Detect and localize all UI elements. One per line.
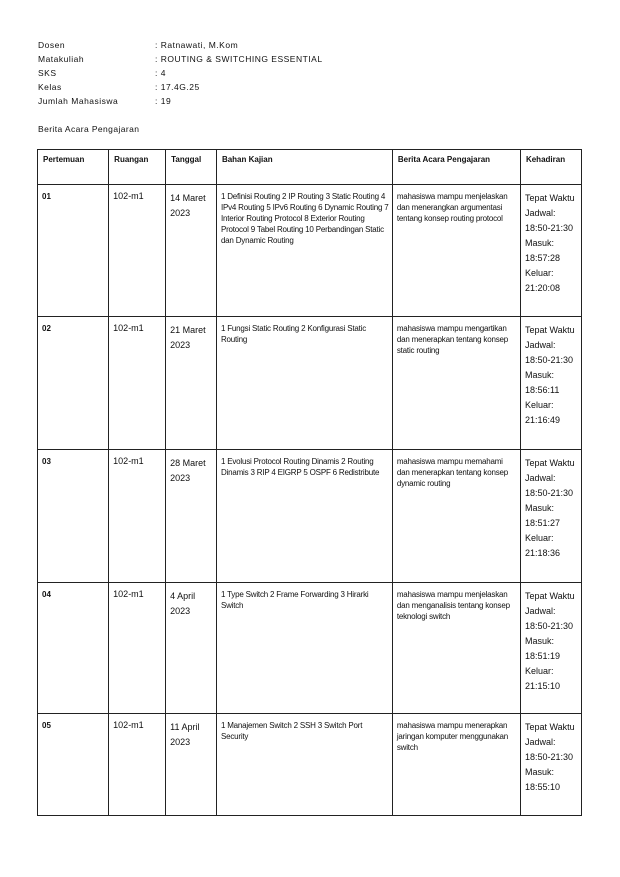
info-label: SKS bbox=[38, 68, 57, 78]
cell-berita-acara: mahasiswa mampu menjelaskan dan menganalisis tentang konsep teknologi switch bbox=[392, 583, 520, 714]
cell-berita-acara: mahasiswa mampu menjelaskan dan menerangkan argumentasi tentang konsep routing protocol bbox=[392, 185, 520, 317]
cell-tanggal: 11 April 2023 bbox=[166, 714, 217, 816]
cell-pertemuan: 03 bbox=[38, 450, 109, 583]
cell-pertemuan: 02 bbox=[38, 317, 109, 450]
info-value: : 17.4G.25 bbox=[155, 82, 200, 92]
header-tanggal: Tanggal bbox=[166, 150, 217, 185]
cell-pertemuan: 05 bbox=[38, 714, 109, 816]
cell-pertemuan: 04 bbox=[38, 583, 109, 714]
cell-ruangan: 102-m1 bbox=[109, 583, 166, 714]
cell-berita-acara: mahasiswa mampu menerapkan jaringan komputer menggunakan switch bbox=[392, 714, 520, 816]
header-bahan-kajian: Bahan Kajian bbox=[216, 150, 392, 185]
cell-ruangan: 102-m1 bbox=[109, 450, 166, 583]
info-row-matakuliah bbox=[38, 52, 323, 66]
cell-pertemuan: 01 bbox=[38, 185, 109, 317]
cell-tanggal: 21 Maret 2023 bbox=[166, 317, 217, 450]
info-label: Kelas bbox=[38, 82, 62, 92]
info-row-sks bbox=[38, 66, 323, 80]
cell-kehadiran: Tepat Waktu Jadwal: 18:50-21:30 Masuk: 18:56:11 Keluar: 21:16:49 bbox=[520, 317, 581, 450]
header-ruangan: Ruangan bbox=[109, 150, 166, 185]
info-value: : 4 bbox=[155, 68, 166, 78]
table-header-row bbox=[38, 150, 582, 185]
table-row bbox=[38, 317, 582, 450]
berita-acara-table bbox=[37, 149, 582, 816]
cell-ruangan: 102-m1 bbox=[109, 714, 166, 816]
cell-bahan-kajian: 1 Manajemen Switch 2 SSH 3 Switch Port Security bbox=[216, 714, 392, 816]
cell-bahan-kajian: 1 Evolusi Protocol Routing Dinamis 2 Routing Dinamis 3 RIP 4 EIGRP 5 OSPF 6 Redistribute bbox=[216, 450, 392, 583]
info-row-jumlah-mahasiswa bbox=[38, 94, 323, 108]
info-value: : Ratnawati, M.Kom bbox=[155, 40, 239, 50]
header-kehadiran: Kehadiran bbox=[520, 150, 581, 185]
cell-kehadiran: Tepat Waktu Jadwal: 18:50-21:30 Masuk: 18:51:19 Keluar: 21:15:10 bbox=[520, 583, 581, 714]
table-row bbox=[38, 583, 582, 714]
cell-tanggal: 28 Maret 2023 bbox=[166, 450, 217, 583]
info-row-kelas bbox=[38, 80, 323, 94]
cell-ruangan: 102-m1 bbox=[109, 185, 166, 317]
info-value: : ROUTING & SWITCHING ESSENTIAL bbox=[155, 54, 323, 64]
header-pertemuan: Pertemuan bbox=[38, 150, 109, 185]
info-label: Dosen bbox=[38, 40, 66, 50]
cell-bahan-kajian: 1 Type Switch 2 Frame Forwarding 3 Hirarki Switch bbox=[216, 583, 392, 714]
cell-berita-acara: mahasiswa mampu memahami dan menerapkan tentang konsep dynamic routing bbox=[392, 450, 520, 583]
table-row bbox=[38, 714, 582, 816]
table-row bbox=[38, 450, 582, 583]
cell-kehadiran: Tepat Waktu Jadwal: 18:50-21:30 Masuk: 18:55:10 bbox=[520, 714, 581, 816]
cell-kehadiran: Tepat Waktu Jadwal: 18:50-21:30 Masuk: 18:57:28 Keluar: 21:20:08 bbox=[520, 185, 581, 317]
table-row bbox=[38, 185, 582, 317]
cell-bahan-kajian: 1 Fungsi Static Routing 2 Konfigurasi Static Routing bbox=[216, 317, 392, 450]
cell-bahan-kajian: 1 Definisi Routing 2 IP Routing 3 Static Routing 4 IPv4 Routing 5 IPv6 Routing 6 Dynamic Routing 7 Interior Routing Protocol 8 Exterior Routing Protocol 9 Tabel Routing 10 Perbandingan Static dan Dynamic Routing bbox=[216, 185, 392, 317]
info-row-dosen bbox=[38, 38, 323, 52]
cell-tanggal: 14 Maret 2023 bbox=[166, 185, 217, 317]
cell-ruangan: 102-m1 bbox=[109, 317, 166, 450]
info-label: Jumlah Mahasiswa bbox=[38, 96, 119, 106]
cell-berita-acara: mahasiswa mampu mengartikan dan menerapkan tentang konsep static routing bbox=[392, 317, 520, 450]
info-value: : 19 bbox=[155, 96, 172, 106]
cell-tanggal: 4 April 2023 bbox=[166, 583, 217, 714]
course-info bbox=[38, 38, 323, 108]
cell-kehadiran: Tepat Waktu Jadwal: 18:50-21:30 Masuk: 18:51:27 Keluar: 21:18:36 bbox=[520, 450, 581, 583]
header-berita-acara: Berita Acara Pengajaran bbox=[392, 150, 520, 185]
section-title: Berita Acara Pengajaran bbox=[38, 124, 140, 134]
info-label: Matakuliah bbox=[38, 54, 85, 64]
